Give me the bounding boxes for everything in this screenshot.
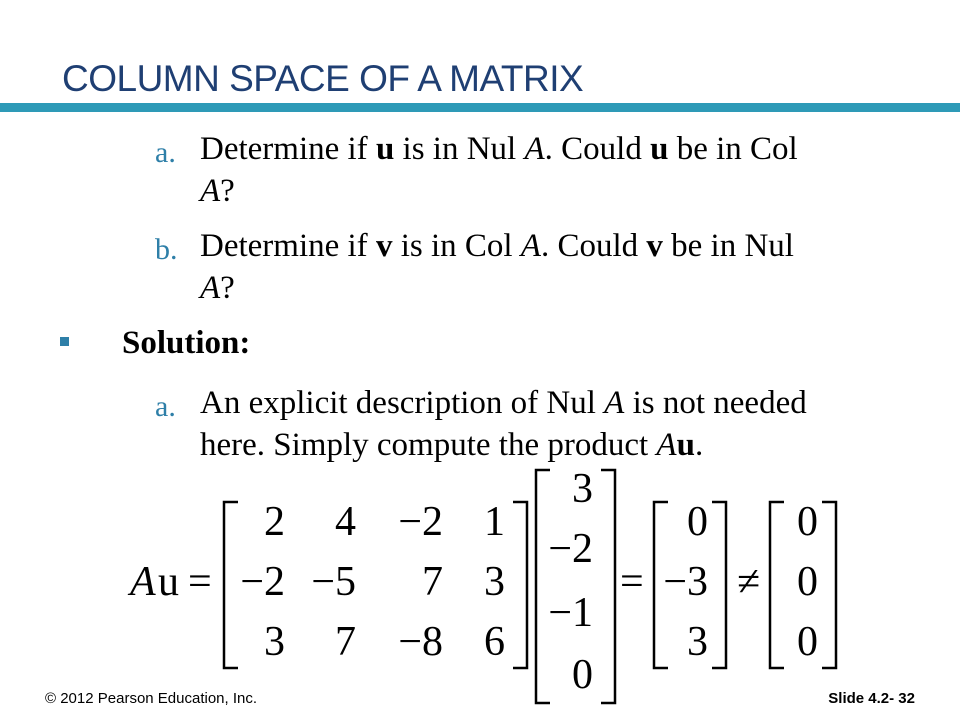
vector-u-right-bracket [601,470,615,703]
text: is in Col [392,228,521,264]
text: ? [220,173,235,209]
matrix-a-left-bracket [224,502,238,668]
text: is in Nul [394,131,525,167]
matrix-a-cell: −8 [398,619,443,665]
vector-u: u [650,131,669,167]
eq-lhs-u: u [158,559,179,605]
zero-left-bracket [770,502,784,668]
vector-v: v [375,228,393,264]
matrix-A: A [200,173,221,209]
text: be in Nul [662,228,794,264]
footer-slide-number: Slide 4.2- 32 [828,690,915,707]
matrix-A: A [604,385,625,421]
zero-vector-cell: 0 [797,499,818,545]
text: here. Simply compute the product [200,427,657,463]
solution-a-marker: a. [155,390,176,423]
matrix-a-cell: 1 [484,499,505,545]
text: Determine if [200,228,376,264]
matrix-a-cell: −5 [311,559,356,605]
text: . Could [540,228,647,264]
result-cell: −3 [663,559,708,605]
zero-vector-cell: 0 [797,559,818,605]
item-a-marker: a. [155,136,176,169]
vector-u-left-bracket [536,470,550,703]
solution-label: Solution: [122,325,251,361]
vector-u: u [676,427,695,463]
text: An explicit description of Nul [200,385,605,421]
text: ? [220,270,235,306]
eq-equals-2: = [620,559,644,605]
vector-u-cell: −2 [548,526,593,572]
vector-u-cell: 3 [572,466,593,512]
zero-right-bracket [822,502,836,668]
slide-title: COLUMN SPACE OF A MATRIX [62,58,584,99]
vector-u-cell: 0 [572,652,593,698]
matrix-a-cell: 6 [484,619,505,665]
matrix-A: A [656,427,677,463]
matrix-a-cell: 7 [335,619,356,665]
matrix-a-cell: −2 [398,499,443,545]
footer-copyright: © 2012 Pearson Education, Inc. [45,690,258,707]
result-right-bracket [712,502,726,668]
result-cell: 3 [687,619,708,665]
text: . Could [544,131,651,167]
text: be in Col [668,131,798,167]
matrix-a-cell: −2 [240,559,285,605]
eq-equals-1: = [188,559,212,605]
result-cell: 0 [687,499,708,545]
vector-u: u [375,131,395,167]
matrix-A: A [524,131,545,167]
matrix-A: A [520,228,541,264]
text: . [694,427,704,463]
matrix-a-cell: 3 [264,619,285,665]
matrix-a-cell: 7 [422,559,443,605]
matrix-a-cell: 3 [484,559,505,605]
zero-vector-cell: 0 [797,619,818,665]
text: Determine if [200,131,376,167]
text: is not needed [624,385,807,421]
eq-neq: ≠ [737,559,761,605]
eq-lhs-A: A [130,559,156,605]
matrix-a-cell: 2 [264,499,285,545]
matrix-a-right-bracket [513,502,527,668]
item-b-marker: b. [155,233,178,266]
matrix-A: A [200,270,221,306]
vector-v: v [646,228,663,264]
vector-u-cell: −1 [548,590,593,636]
matrix-a-cell: 4 [335,499,356,545]
